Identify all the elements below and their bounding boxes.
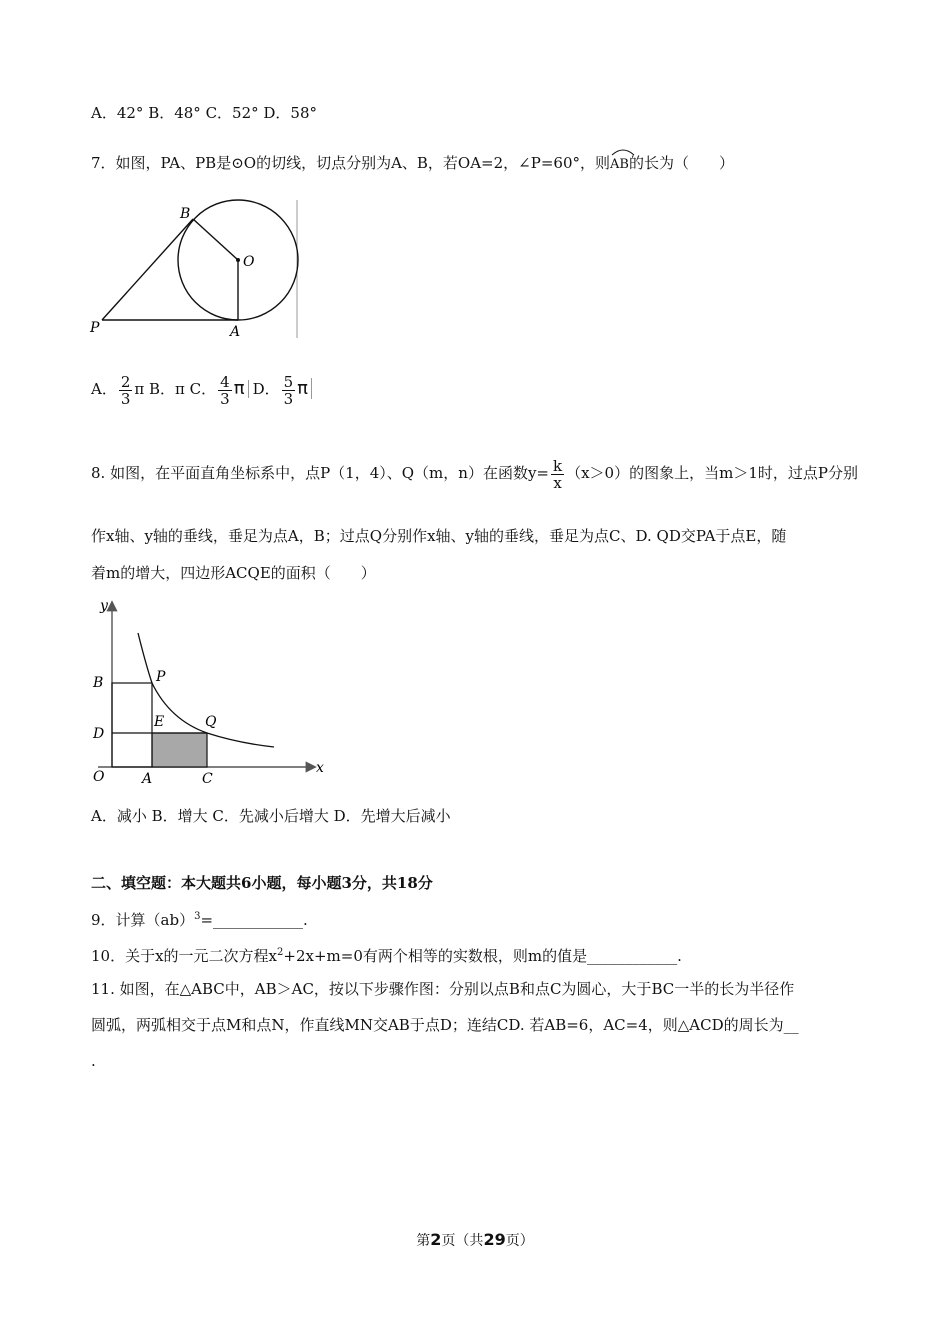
q7-opt-c-den: 3: [220, 389, 230, 408]
q9: [91, 906, 308, 931]
q8-label-q: Q: [205, 714, 217, 730]
q11-line2: 圆弧，两弧相交于点M和点N，作直线MN交AB于点D；连结CD. 若AB=6，AC=4，则△ACD的周长为__: [91, 1016, 799, 1034]
q8-label-d: D: [93, 726, 105, 742]
q8-options: A．减小 B．增大 C．先减小后增大 D．先增大后减小: [91, 807, 451, 825]
q7-options: [91, 372, 312, 407]
q7-center-dot: [236, 258, 240, 262]
q7-opt-a-prefix: A．: [91, 380, 117, 398]
q8-label-e: E: [154, 714, 165, 730]
q7-label-p: P: [90, 320, 100, 336]
q8-line1-after: （x＞0）的图象上，当m＞1时，过点P分别: [566, 464, 858, 482]
q8-frac: [551, 458, 564, 491]
q7-arc-label: AB: [610, 157, 629, 172]
q8-label-c: C: [202, 771, 213, 787]
q7-figure: [88, 198, 303, 340]
q8-label-b: B: [93, 675, 104, 691]
q7-text-after: 的长为（ ）: [628, 154, 734, 172]
arc-icon: [610, 146, 636, 156]
q7-opt-d-prefix: D．: [248, 380, 280, 398]
footer-mid: 页（共: [441, 1233, 484, 1249]
q9-before: 9．计算（ab）: [91, 911, 195, 929]
q10: [91, 942, 682, 967]
q8-label-o: O: [93, 769, 105, 785]
q7-opt-c-num: 4: [220, 372, 230, 391]
q7-opt-a-den: 3: [120, 389, 131, 408]
section2-title: 二、填空题：本大题共6小题，每小题3分，共18分: [91, 874, 433, 892]
q7-opt-a-num: 2: [120, 372, 131, 391]
q9-after: =____________.: [200, 911, 308, 929]
q6-options: A．42° B．48° C．52° D．58°: [91, 104, 318, 122]
q7-opt-d-den: 3: [283, 389, 294, 408]
q7-opt-b: B．π C．: [149, 380, 217, 398]
q8-line3: 着m的增大，四边形ACQE的面积（ ）: [91, 564, 376, 582]
q7-stem: [91, 148, 734, 176]
q8-label-p: P: [156, 669, 166, 685]
q10-before: 10．关于x的一元二次方程x: [91, 947, 278, 965]
q11-line1: 11. 如图，在△ABC中，AB＞AC，按以下步骤作图：分别以点B和点C为圆心，大于BC一半的长为半径作: [91, 980, 795, 998]
q8-line1-before: 8. 如图，在平面直角坐标系中，点P（1，4）、Q（m，n）在函数y=: [91, 464, 549, 482]
q7-opt-a-frac: [119, 374, 133, 407]
q7-label-b: B: [180, 206, 191, 222]
q7-label-a: A: [230, 324, 241, 340]
q7-opt-d-pi: π: [297, 378, 312, 399]
q7-opt-a-pi: π: [134, 380, 145, 398]
q8-line1: [91, 456, 858, 491]
footer-total-pages: 29: [483, 1230, 506, 1249]
q8-label-x: x: [316, 760, 324, 776]
q7-label-o: O: [243, 254, 255, 270]
q10-after: +2x+m=0有两个相等的实数根，则m的值是____________.: [283, 947, 682, 965]
q8-rect-oapb: [112, 683, 152, 767]
q8-shaded-acqe: [152, 733, 207, 767]
footer-pre: 第: [416, 1233, 431, 1249]
q8-label-a: A: [142, 771, 153, 787]
q7-opt-d-frac: [282, 374, 296, 407]
q9-sup: 3: [194, 911, 201, 922]
q7-opt-d-num: 5: [283, 372, 294, 391]
q8-line2: 作x轴、y轴的垂线，垂足为点A，B；过点Q分别作x轴、y轴的垂线，垂足为点C、D. QD交PA于点E，随: [91, 527, 787, 545]
footer-page-number: 2: [430, 1230, 442, 1249]
q8-frac-num: k: [553, 456, 563, 475]
q7-text-before: 7．如图，PA、PB是⊙O的切线，切点分别为A、B，若OA=2，∠P=60°，则: [91, 154, 610, 172]
q8-figure: [88, 595, 328, 790]
footer-post: 页）: [505, 1233, 534, 1249]
page-footer: [0, 1230, 950, 1250]
q7-opt-c-frac: [218, 374, 232, 407]
q7-opt-c-pi: π: [233, 378, 245, 399]
q8-frac-den: x: [553, 473, 562, 492]
q8-label-y: y: [100, 598, 108, 614]
q11-line3: .: [91, 1052, 96, 1070]
q7-arc-symbol: [610, 148, 629, 176]
q10-sup: 2: [277, 947, 284, 958]
